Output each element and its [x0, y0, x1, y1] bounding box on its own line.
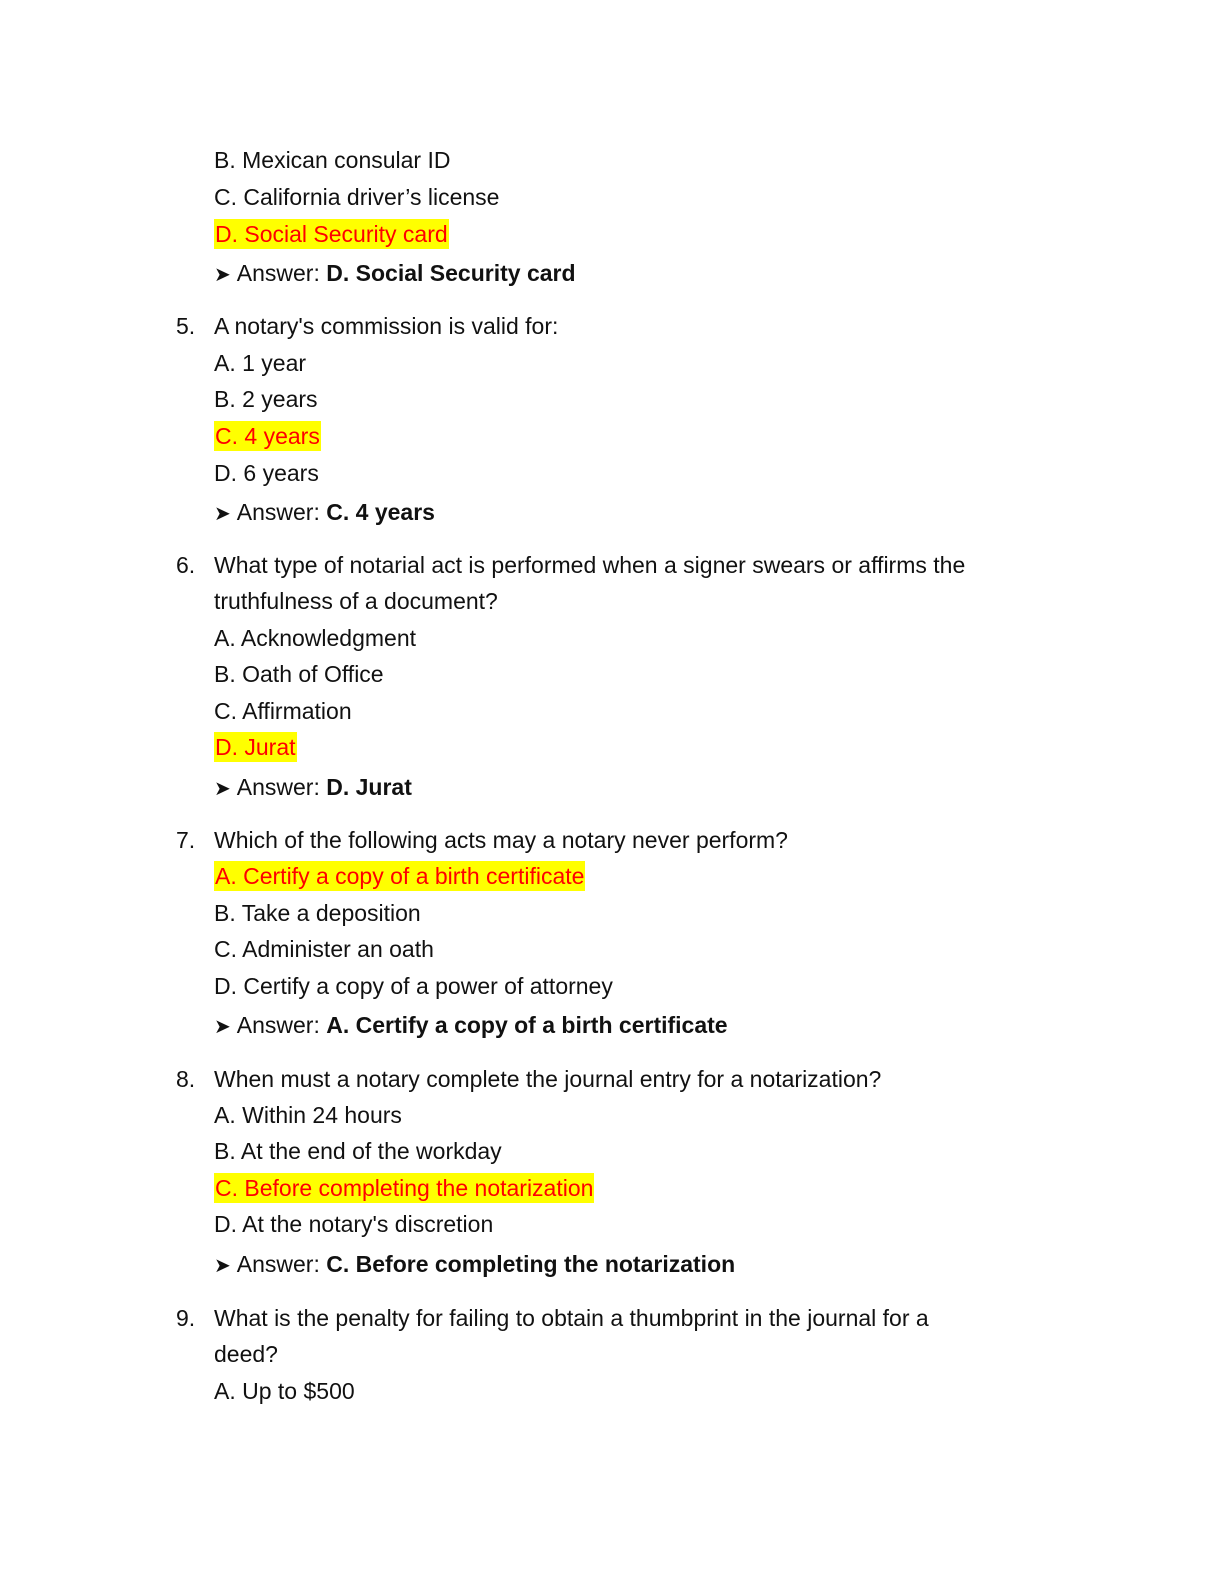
- option-text: C. Administer an oath: [214, 936, 434, 962]
- answer-label: Answer:: [236, 774, 320, 800]
- question-number: 7.: [176, 827, 196, 853]
- question-text-continued: deed?: [214, 1341, 278, 1367]
- option-text: B. Take a deposition: [214, 900, 421, 926]
- option-text: A. Within 24 hours: [214, 1102, 402, 1128]
- question-number: 9.: [176, 1305, 196, 1331]
- correct-option: [214, 1173, 594, 1203]
- question-number: 8.: [176, 1066, 196, 1092]
- answer-value: A. Certify a copy of a birth certificate: [326, 1012, 728, 1038]
- correct-option: [214, 732, 297, 762]
- option-text: B. Mexican consular ID: [214, 147, 451, 173]
- answer-line: [214, 497, 435, 529]
- option-text: A. Acknowledgment: [214, 625, 417, 651]
- question-number: 5.: [176, 313, 196, 339]
- question-number: 6.: [176, 552, 196, 578]
- answer-value: C. Before completing the notarization: [326, 1251, 736, 1277]
- option-text: B. 2 years: [214, 386, 318, 412]
- question-text: What type of notarial act is performed when a signer swears or affirms the: [214, 552, 966, 578]
- answer-label: Answer:: [236, 1251, 320, 1277]
- question-text: A notary's commission is valid for:: [214, 313, 559, 339]
- answer-label: Answer:: [236, 1012, 320, 1038]
- highlighted-option-text: D. Social Security card: [215, 221, 448, 247]
- answer-line: [214, 1010, 728, 1042]
- answer-value: C. 4 years: [326, 499, 435, 525]
- question-text: When must a notary complete the journal entry for a notarization?: [214, 1066, 882, 1092]
- option-text: C. California driver’s license: [214, 184, 500, 210]
- option-text: A. Up to $500: [214, 1378, 355, 1404]
- arrowhead-icon: ➤: [214, 1016, 231, 1038]
- option-text: A. 1 year: [214, 350, 307, 376]
- option-text: C. Affirmation: [214, 698, 352, 724]
- answer-line: [214, 258, 576, 290]
- correct-option: [214, 421, 321, 451]
- answer-label: Answer:: [236, 499, 320, 525]
- question-text-continued: truthfulness of a document?: [214, 588, 498, 614]
- highlighted-option-text: C. Before completing the notarization: [215, 1175, 594, 1201]
- answer-value: D. Social Security card: [326, 260, 576, 286]
- arrowhead-icon: ➤: [214, 264, 231, 286]
- option-text: D. Certify a copy of a power of attorney: [214, 973, 613, 999]
- answer-value: D. Jurat: [326, 774, 412, 800]
- option-text: B. Oath of Office: [214, 661, 384, 687]
- highlighted-option-text: D. Jurat: [215, 734, 296, 760]
- question-text: What is the penalty for failing to obtain a thumbprint in the journal for a: [214, 1305, 929, 1331]
- correct-option: [214, 861, 585, 891]
- arrowhead-icon: ➤: [214, 1255, 231, 1277]
- correct-option: [214, 219, 449, 249]
- option-text: D. 6 years: [214, 460, 319, 486]
- answer-line: [214, 772, 412, 804]
- arrowhead-icon: ➤: [214, 778, 231, 800]
- highlighted-option-text: C. 4 years: [215, 423, 320, 449]
- highlighted-option-text: A. Certify a copy of a birth certificate: [215, 863, 585, 889]
- question-text: Which of the following acts may a notary never perform?: [214, 827, 788, 853]
- arrowhead-icon: ➤: [214, 503, 231, 525]
- answer-label: Answer:: [236, 260, 320, 286]
- option-text: D. At the notary's discretion: [214, 1211, 494, 1237]
- answer-line: [214, 1249, 735, 1281]
- option-text: B. At the end of the workday: [214, 1138, 502, 1164]
